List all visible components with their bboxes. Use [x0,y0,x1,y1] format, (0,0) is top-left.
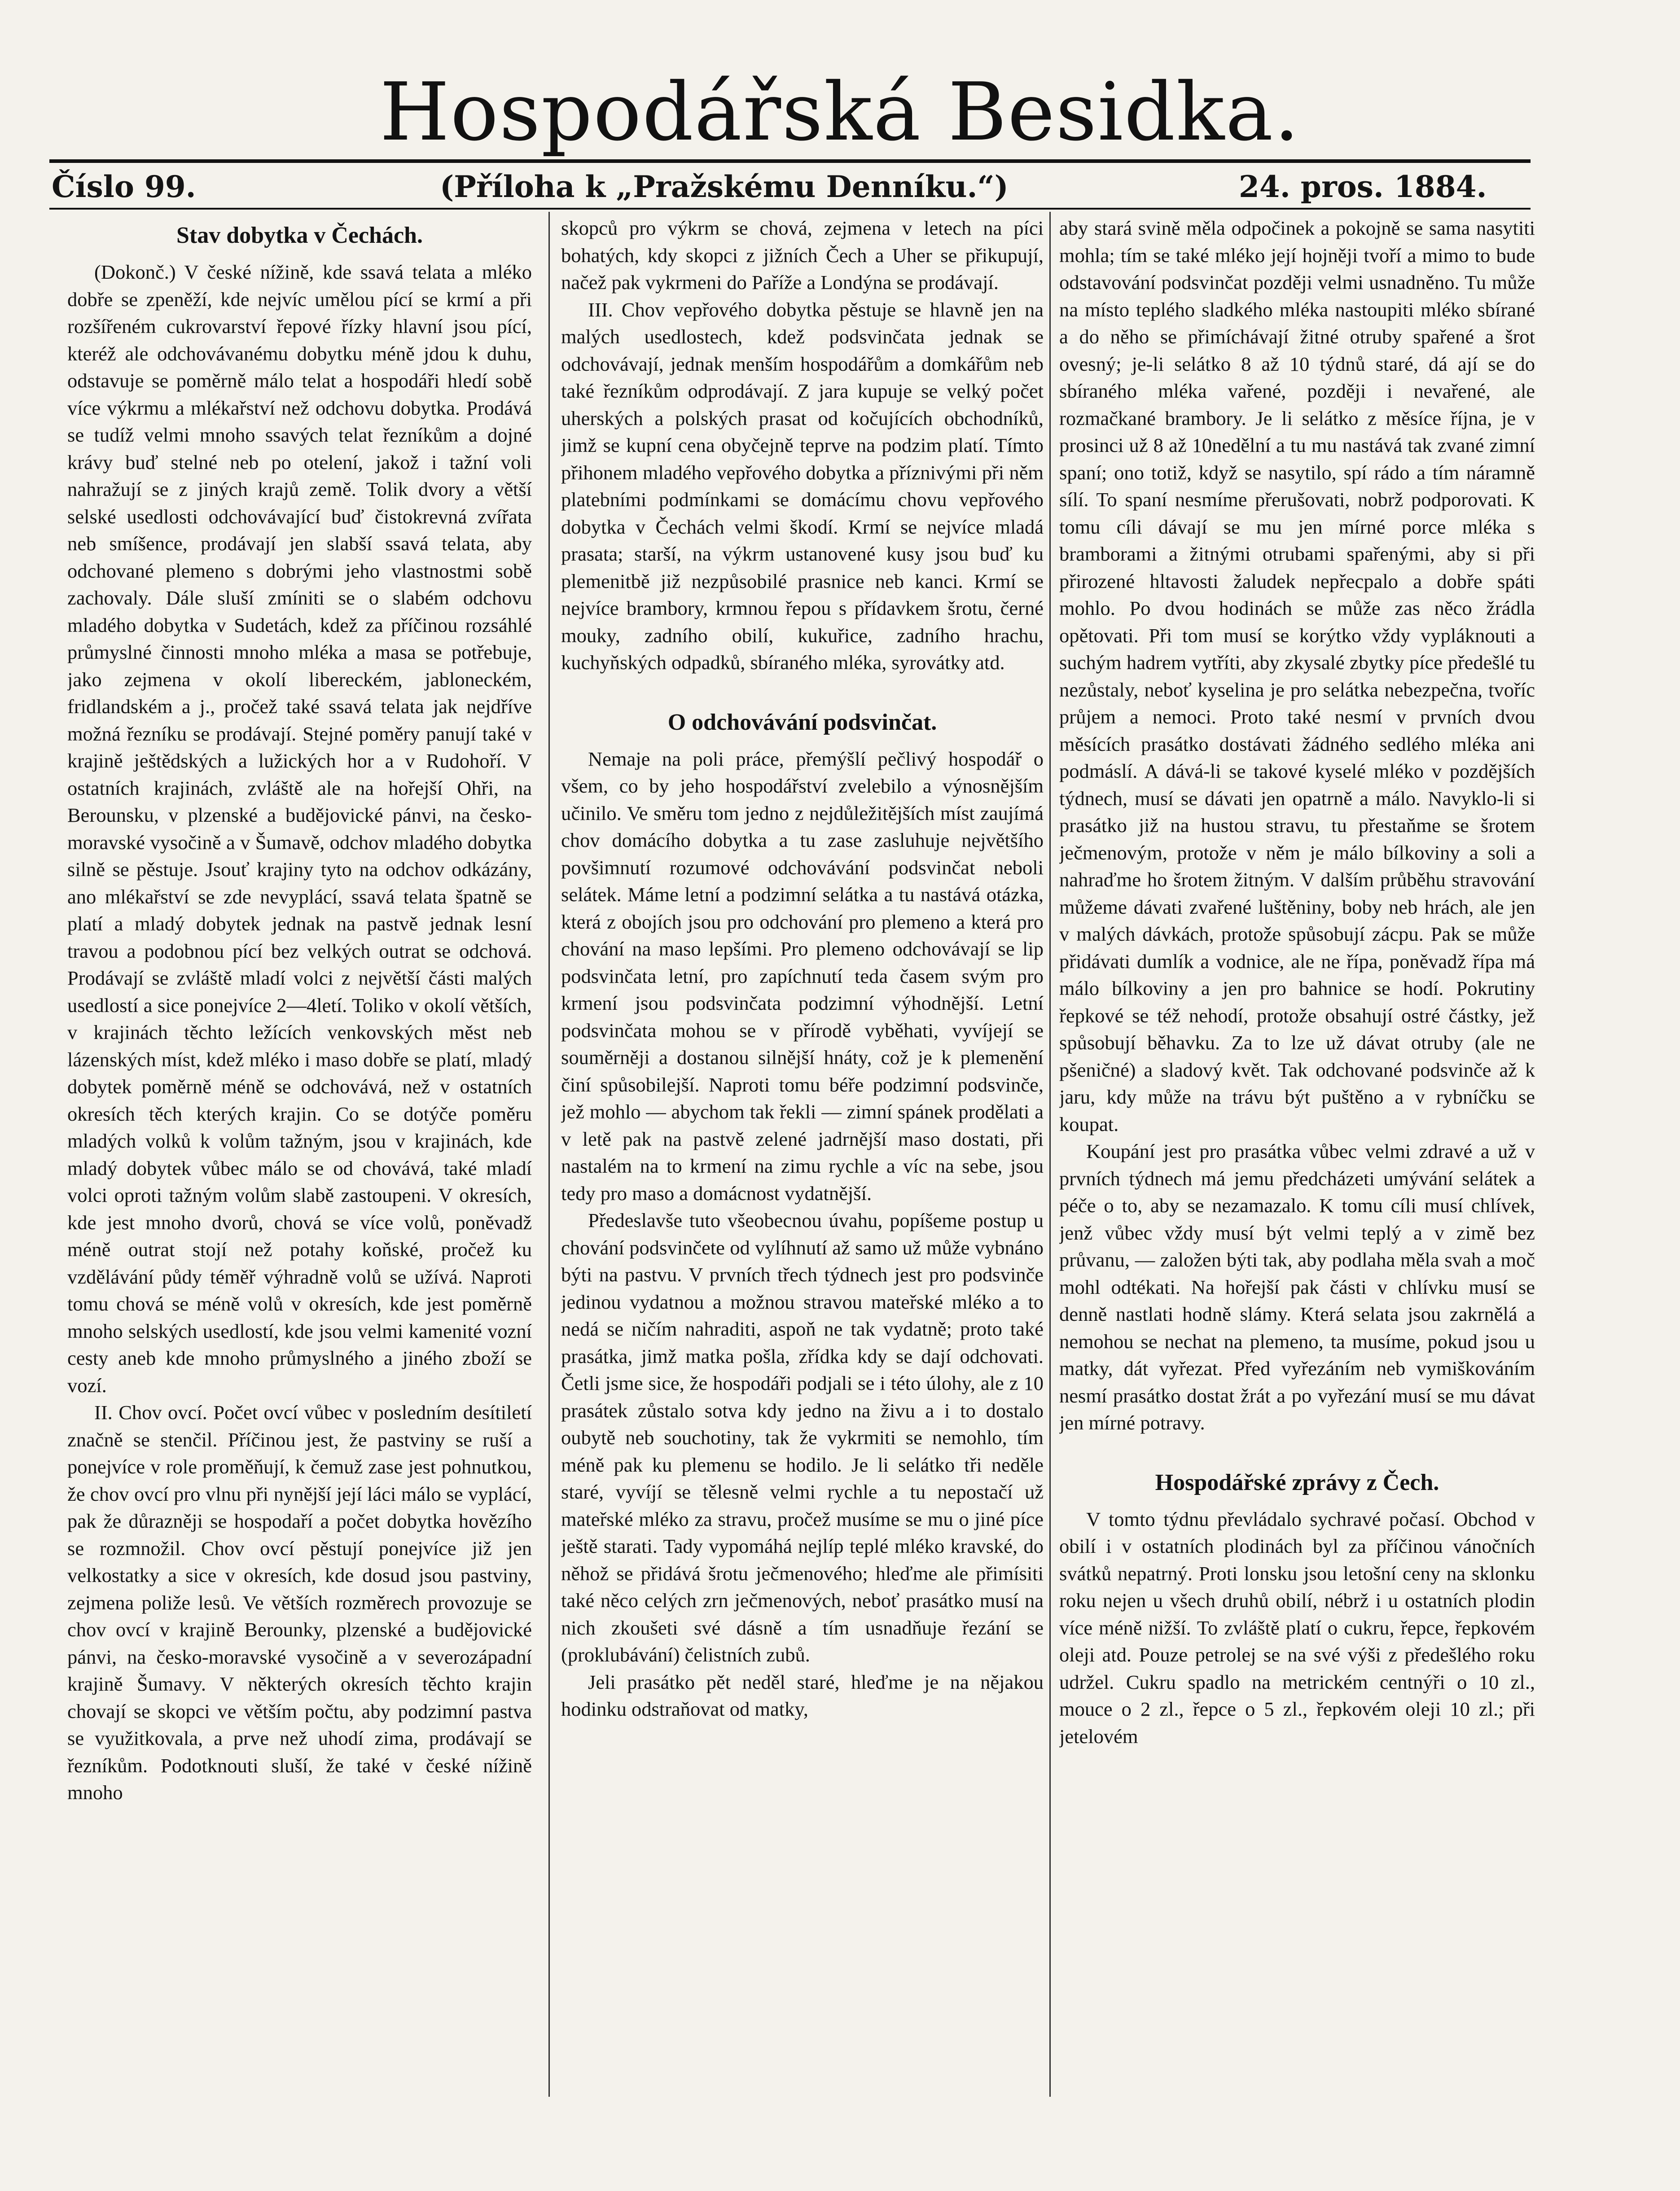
column-2 [561,215,1044,2144]
column-divider-2 [1049,212,1051,2097]
article-paragraph: V tomto týdnu převládalo sychravé počasí. Obchod v obilí i v ostatních plodinách byl za příčinou vánočních svátků nepatrný. Proti lonsku jsou letošní ceny na sklonku roku nejen u všech druhů obilí, nébrž i u ostatních plodin více méně nižší. To zvláště platí o cukru, řepce, řepkovém oleji atd. Pouze petrolej se na své výši z předešlého roku udržel. Cukru spadlo na metrickém centnýři o 10 zl., mouce o 2 zl., řepce o 5 zl., řepkovém oleji 10 zl.; při jetelovém [1059,1507,1535,1748]
column-3 [1059,215,1535,2144]
article-paragraph: aby stará svině měla odpočinek a pokojně se sama nasytiti mohla; tím se také mléko její hojněji tvoří a mimo to bude odstavování podsvinčat později velmi usnadněno. Tu může na místo teplého sladkého mléka nastoupiti mléko sbírané a do něho se přimíchávají žitné otruby spařené a šrot ovesný; je-li selátko 8 až 10 týdnů staré, dá ají se do sbíraného mléka vařené, později i nevařené, ale rozmačkané brambory. Je li selátko z měsíce října, je v prosinci už 8 až 10nedělní a tu mu nastává tak zvané zimní spaní; ono totiž, když se nasytilo, spí rádo a tím náramně sílí. To spaní nesmíme přerušovati, nobrž podporovati. K tomu cíli dávají se mu jen mírné porce mléka s bramborami a žitnými otrubami spařenými, aby si při přirozené hltavosti žaludek nepřecpalo a dobře spáti mohlo. Po dvou hodinách se může zas něco žrádla opětovati. Při tom musí se korýtko vždy vypláknouti a suchým hadrem vytříti, aby zkysalé zbytky píce předešlé tu nezůstaly, neboť kyselina je pro selátka nebezpečna, tvoříc průjem a nemoci. Proto také nesmí v prvních dvou měsících prasátko dostávati žádného sedlého mléka ani podmáslí. A dává-li se takové kyselé mléko v pozdějších týdnech, musí se dávati jen opatrně a málo. Navyklo-li si prasátko již na hustou stravu, tu přestaňme se šrotem ječmenovým, protože v něm je málo bílkoviny a soli a nahraďme ho šrotem žitným. V dalším průběhu stravování můžeme dávati zvařené luštěniny, boby neb hrách, ale jen v malých dávkách, protože spůsobují zácpu. Pak se může přidávati dumlík a vodnice, ale ne řípa, poněvadž řípa má málo bílkoviny a jen pro bahnice se hodí. Pokrutiny řepkové se též nehodí, protože obsahují ostré částky, jež spůsobují běhavku. Za to lze už dávat otruby (ale ne pšeničné) a sladový květ. Tak odchované podsvinče až k jaru, kdy může na trávu být puštěno a v rybníčku se koupat. [1059,217,1535,1135]
article-paragraph: Jeli prasátko pět neděl staré, hleďme je na nějakou hodinku odstraňovat od matky, [561,1670,1044,1720]
column-divider-1 [548,212,550,2097]
article-title-piglets: O odchovávání podsvinčat. [667,709,937,735]
article-paragraph: Koupání jest pro prasátka vůbec velmi zdravé a už v prvních týdnech má jemu předcházeti umývání selátek a péče o to, aby se nezamazalo. K tomu cíli musí chlívek, jenž vůbec vždy musí být velmi teplý a v zimě bez průvanu, — založen býti tak, aby podlaha měla svah a moč mohl odtékati. Na hořejší pak části v chlívku musí se denně nastlati hodně slámy. Která selata jsou zakrnělá a nemohou se nechat na plemeno, ta musíme, pokud jsou u matky, dát vyřezat. Před vyřezáním neb vymiškováním nesmí prasátko dostat žrát a po vyřezání musí se mu dávat jen mírné potravy. [1059,1140,1535,1434]
header-rule-top [49,159,1531,163]
header-rule-bottom [49,208,1531,210]
article-paragraph: II. Chov ovcí. Počet ovcí vůbec v posledním desítiletí značně se stenčil. Příčinou jest, že pastviny se ruší a ponejvíce v role proměňují, k čemuž zase jest pohnutkou, že chov ovcí pro vlnu při nynější její láci málo se vyplácí, pak že důrazněji se hospodaří a počet dobytka hovězího se rozmnožil. Chov ovcí pěstují ponejvíce již jen velkostatky a sice v okresích, kde dosud jsou pastviny, zejmena poliže lesů. Ve větších rozměrech provozuje se chov ovcí v krajině Berounky, plzenské a budějovické pánvi, na česko-moravské vysočině a v severozápadní krajině Šumavy. V některých okresích těchto krajin chovají se skopci ve větším počtu, aby podzimní pastva se využitkovala, a prve než uhodí zima, prodávají se řezníkům. Podotknouti sluší, že také v české nížině mnoho [67,1401,532,1804]
article-paragraph: skopců pro výkrm se chová, zejmena v letech na píci bohatých, kdy skopci z jižních Čech a Uher se přikupují, načež pak vykrmeni do Paříže a Londýna se prodávají. [561,217,1044,294]
article-paragraph: (Dokonč.) V české nížině, kde ssavá telata a mléko dobře se zpeněží, kde nejvíc umělou pící se krmí a při rozšířeném cukrovarství řepové řízky hlavní jsou pící, kteréž ale odchovávanému dobytku méně jdou k duhu, odstavuje se poměrně málo telat a hospodáři hledí sobě více výkrmu a mlékařství než odchovu dobytka. Prodává se tudíž velmi mnoho ssavých telat řezníkům a dojné krávy buď stelné neb po otelení, jakož i tažní voli nahražují se z jiných krajů země. Tolik dvory a větší selské usedlosti odchovávající buď čistokrevná zvířata neb smíšence, prodávají jen slabší ssavá telata, aby odchované plemeno s dobrými jeho vlastnostmi sobě zachovaly. Dále sluší zmíniti se o slabém odchovu mladého dobytka v Sudetách, kdež za příčinou rozsáhlé průmyslné činnosti mnoho mléka a masa se potřebuje, jako zejmena v okolí libereckém, jabloneckém, fridlandském a j., pročež také ssavá telata jak nejdříve možná řezníku se prodávají. Stejné poměry panují také v krajině ještědských a lužických hor a v Rudohoří. V ostatních krajinách, zvláště ale na hořejší Ohři, na Berounsku, v plzenské a budějovické pánvi, na česko-moravské vysočině a v Šumavě, odchov mladého dobytka silně se pěstuje. Jsouť krajiny tyto na odchov odkázány, ano mlékařství se zde nevyplácí, ssavá telata špatně se platí a mladý dobytek jednak na pastvě jednak lesní travou a podobnou pící bez velkých outrat se odchová. Prodávají se zvláště mladí volci z největší části malých usedlostí a sice ponejvíce 2—4letí. Toliko v okolí větších, v krajinách těchto ležících venkovských měst neb lázenských míst, kdež mléko i maso dobře se platí, mladý dobytek poměrně méně se odchovává, než v ostatních okresích těch kterých krajin. Co se dotýče poměru mladých volků k volům tažným, jsou v krajinách, kde mladý dobytek vůbec málo se od chovává, také mladí volci oproti tažným volům slabě zastoupeni. V okresích, kde jest mnoho dvorů, chová se více volů, poněvadž méně outrat stojí než potahy koňské, pročež ku vzdělávání půdy téměř výhradně volů se užívá. Naproti tomu chová se méně volů v okresích, kde jest poměrně mnoho selských usedlostí, kde jsou velmi kamenité vozní cesty aneb kde mnoho průmyslného a jiného zboží se vozí. [67,261,532,1397]
column-1 [67,215,532,2144]
article-paragraph: III. Chov vepřového dobytka pěstuje se hlavně jen na malých usedlostech, kdež podsvinčata jednak se odchovávají, jednak menším hospodářům a domkářům neb také řezníkům odprodávají. Z jara kupuje se velký počet uherských a polských prasat od kočujících obchodníků, jimž se kupní cena obyčejně teprve na podzim platí. Tímto přihonem mladého vepřového dobytka a příznivými při něm platebními podmínkami se domácímu chovu vepřového dobytka v Čechách velmi škodí. Krmí se nejvíce mladá prasata; starší, na výkrm ustanovené kusy jsou buď ku plemenitbě již nezpůsobilé prasnice neb kanci. Krmí se nejvíce brambory, krmnou řepou s přídavkem šrotu, černé mouky, zadního obilí, kukuřice, zadního hrachu, kuchyňských odpadků, sbíraného mléka, syrovátky atd. [561,298,1044,674]
article-paragraph: Nemaje na poli práce, přemýšlí pečlivý hospodář o všem, co by jeho hospodářství zvelebilo a výnosnějším učinilo. Ve směru tom jedno z nejdůležitějších míst zaujímá chov domácího dobytka a tu zase zasluhuje největšího povšimnutí rozumové odchovávání podsvinčat neboli selátek. Máme letní a podzimní selátka a tu nastává otázka, která z obojích jsou pro odchování pro plemeno a která pro chování na maso lepšími. Pro plemeno odchovávají se lip podsvinčata letní, pro zapíchnutí teda časem svým pro krmení jsou podsvinčata podzimní výhodnější. Letní podsvinčata mohou se v přírodě vyběhati, vyvíjejí se souměrněji a dostanou silnější hnáty, což je k plemenění činí spůsobilejší. Naproti tomu béře podzimní podsvinče, jež mohlo — abychom tak řekli — zimní spánek prodělati a v letě pak na pastvě zelené jadrnější maso dostati, při nastalém na to krmení na zimu rychle a víc na sebe, jsou tedy pro maso a domácnost vydatnější. [561,747,1044,1205]
issue-date: 24. pros. 1884. [1239,169,1487,204]
article-paragraph: Předeslavše tuto všeobecnou úvahu, popíšeme postup u chování podsvinčete od vylíhnutí až samo už může vybnáno býti na pastvu. V prvních třech týdnech jest pro podsvinče jedinou vydatnou a možnou stravou mateřské mléko a to nedá se ničím nahraditi, aspoň ne tak vydatně; proto také prasátka, jimž matka pošla, zřídka kdy se dají odchovati. Četli jsme sice, že hospodáři podjali se i této úlohy, ale z 10 prasátek zůstalo sotva kdy jedno na živu a i to dostalo oubytě neb souchotiny, tak že vykrmiti se nemohlo, tím méně pak ku plemenu se hodilo. Je li selátko tři neděle staré, vyvíjí se tělesně velmi rychle a tu nepostačí už mateřské mléko za stravu, pročež musíme se mu o jiné píce ještě starati. Tady vypomáhá nejlíp teplé mléko kravské, do něhož se přidává šrotu ječmenového; hleďme ale přimísiti také něco celých zrn ječmenových, neboť prasátko musí na nich zkoušeti své dásně a tím usnadňuje řezání se (proklubávání) čelistních zubů. [561,1209,1044,1666]
supplement-note: (Příloha k „Pražskému Denníku.“) [440,169,1009,204]
masthead-title: Hospodářská Besidka. [380,66,1300,158]
article-title-livestock: Stav dobytka v Čechách. [176,223,423,248]
article-title-economic-news: Hospodářské zprávy z Čech. [1155,1469,1439,1495]
issue-number: Číslo 99. [52,169,196,204]
